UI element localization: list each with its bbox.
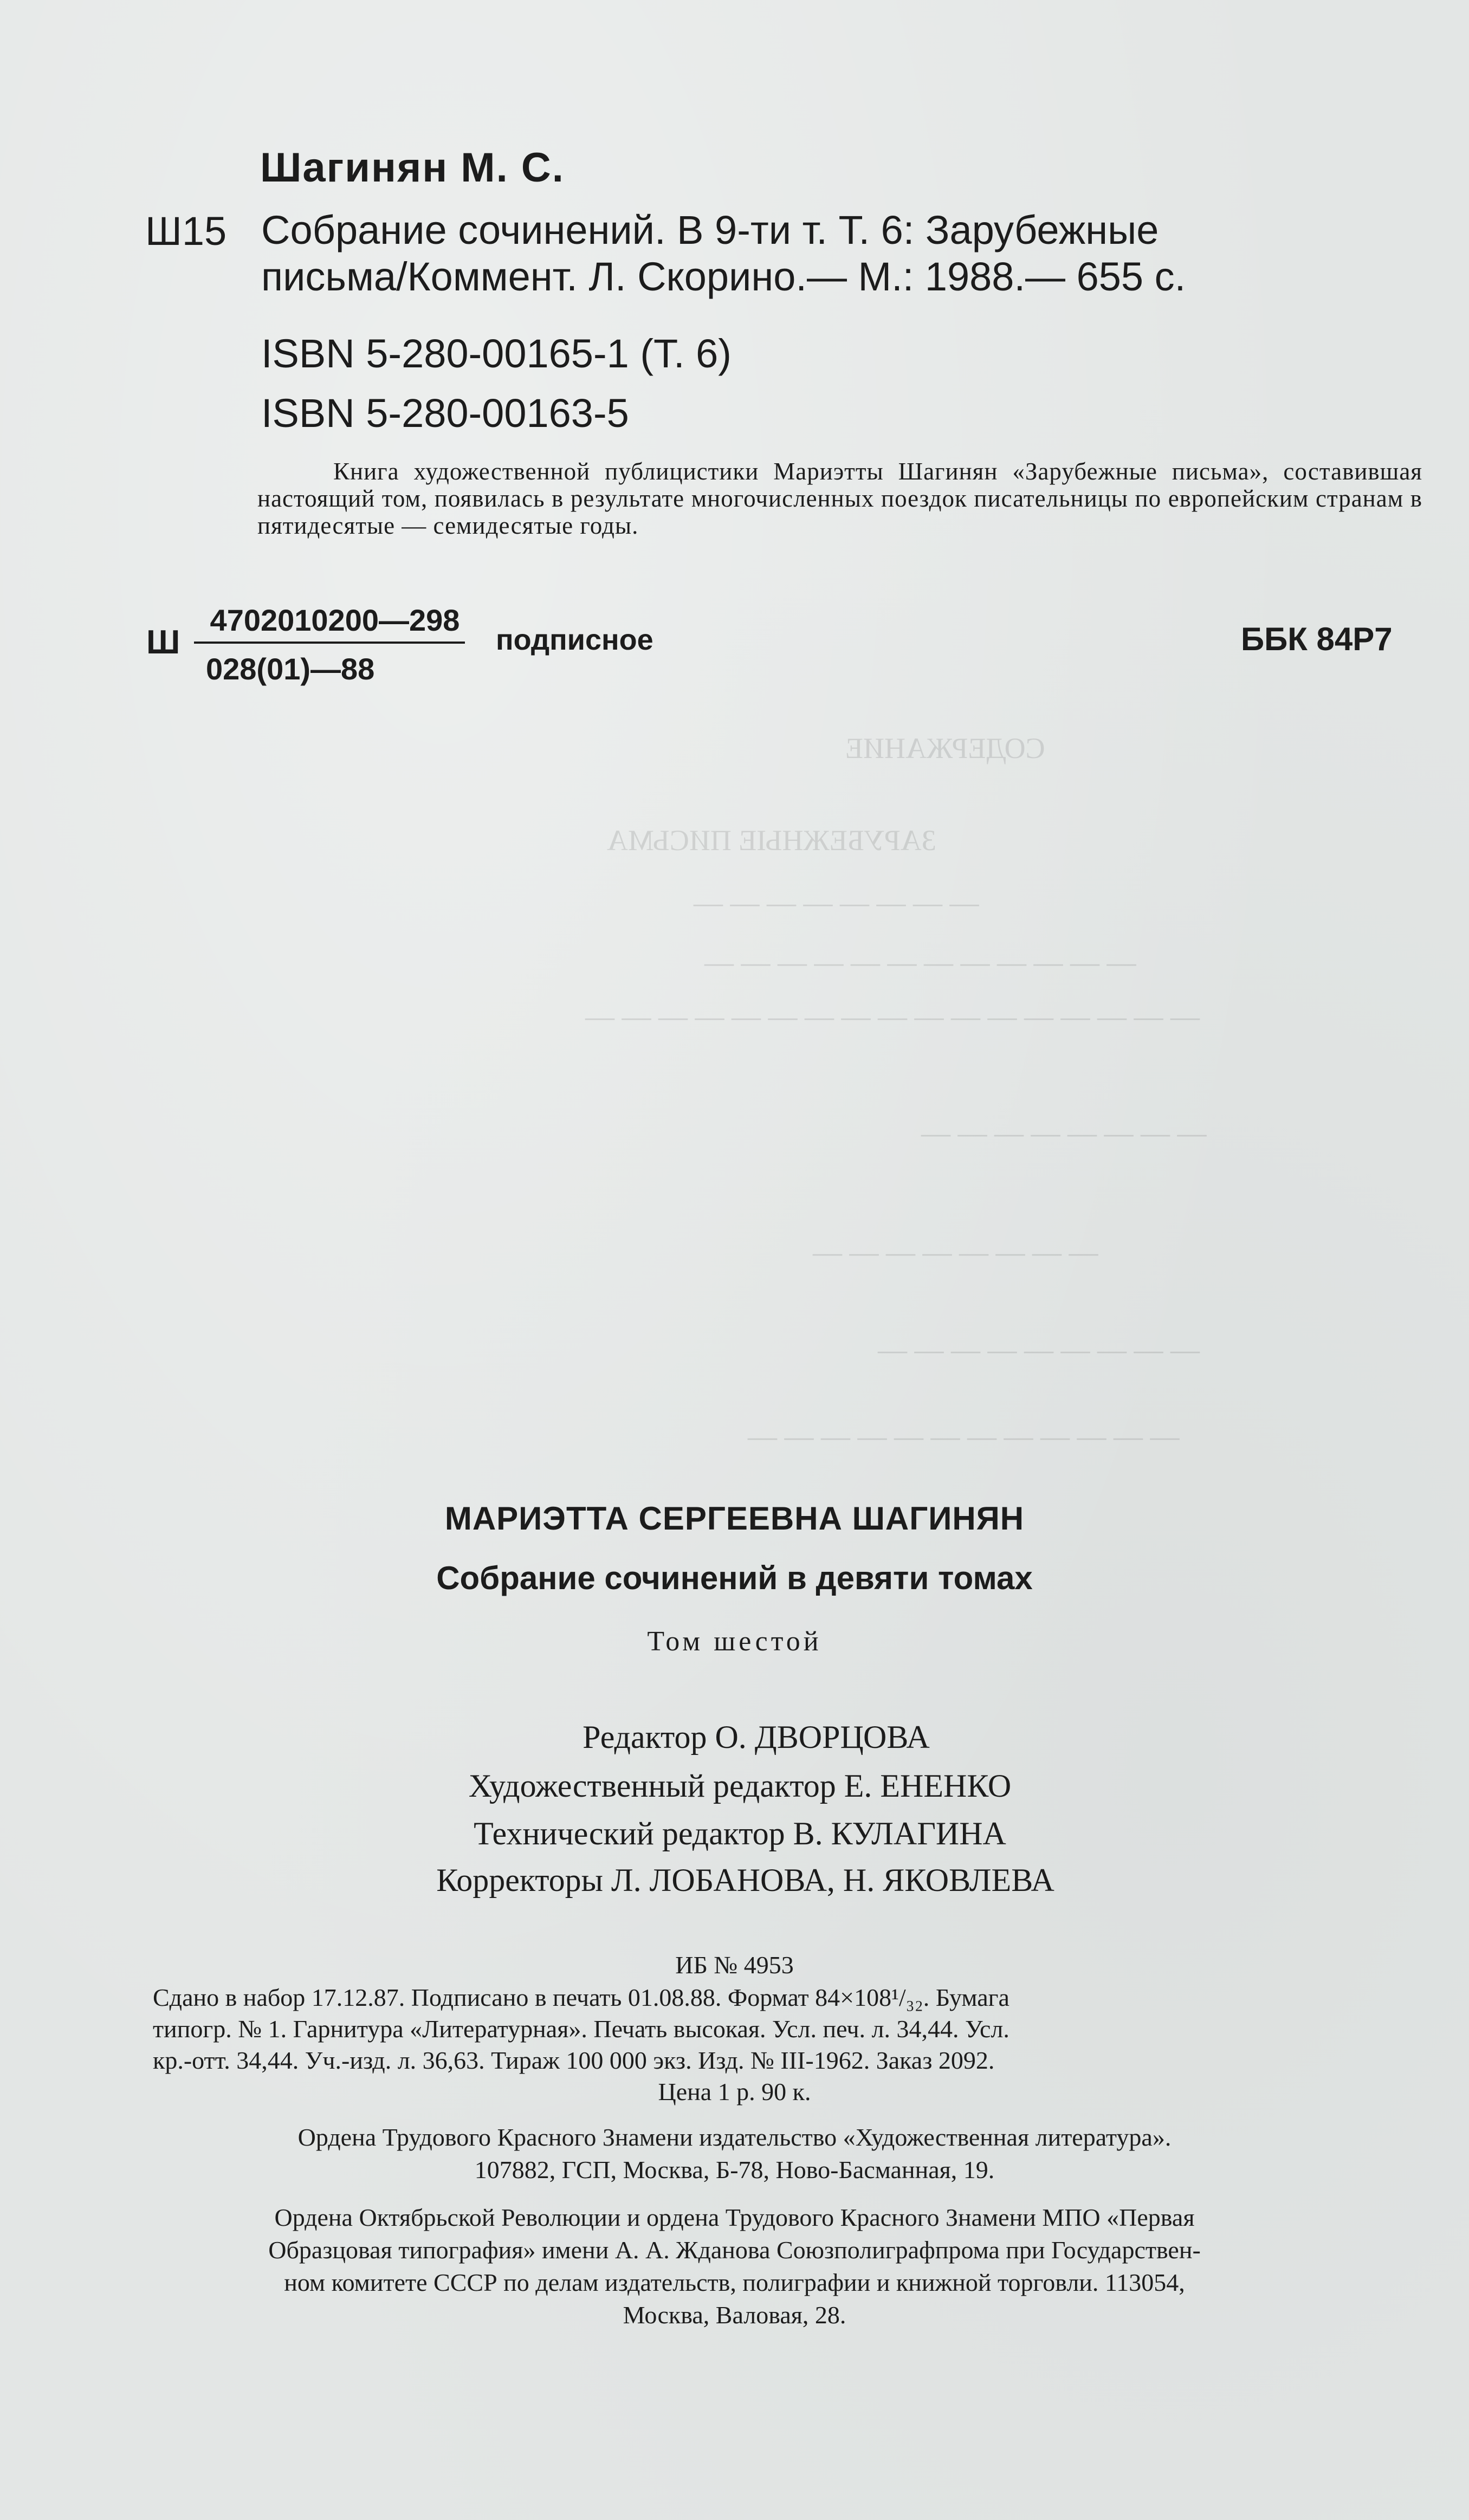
proofreaders-credit: Корректоры Л. ЛОБАНОВА, Н. ЯКОВЛЕВА [436, 1862, 1054, 1898]
show-through-text: — — — — — — — — [813, 1236, 1098, 1268]
printer-line: Образцовая типография» имени А. А. Жданова Союзполиграфпрома при Государствен- [268, 2236, 1201, 2264]
classification-denominator: 028(01)—88 [206, 652, 375, 686]
bibliographic-description-line: Собрание сочинений. В 9-ти т. Т. 6: Зарубежные [261, 208, 1159, 252]
price: Цена 1 р. 90 к. [658, 2078, 811, 2106]
editor-credit: Редактор О. ДВОРЦОВА [583, 1719, 930, 1755]
show-through-text: СОДЕРЖАНИЕ [845, 732, 1045, 765]
print-specs-line: типогр. № 1. Гарнитура «Литературная». Печать высокая. Усл. печ. л. 34,44. Усл. [153, 2015, 1009, 2043]
fraction-divider [194, 642, 465, 644]
show-through-text: — — — — — — — — [694, 886, 979, 919]
isbn-volume: ISBN 5-280-00165-1 (Т. 6) [261, 331, 732, 376]
classification-letter: Ш [146, 624, 180, 661]
volume-label: Том шестой [647, 1626, 822, 1657]
printer-line: ном комитете СССР по делам издательств, полиграфии и книжной торговли. 113054, [284, 2269, 1185, 2296]
art-editor-credit: Художественный редактор Е. ЕНЕНКО [468, 1768, 1012, 1804]
publisher-line: Ордена Трудового Красного Знамени издательство «Художественная литература». [297, 2123, 1172, 2151]
tech-editor-credit: Технический редактор В. КУЛАГИНА [474, 1816, 1006, 1851]
isbn-set: ISBN 5-280-00163-5 [261, 391, 629, 436]
show-through-text: — — — — — — — — — — — — [704, 946, 1136, 979]
bbk-code: ББК 84Р7 [1241, 621, 1393, 657]
author-name: Шагинян М. С. [260, 145, 565, 191]
ib-number: ИБ № 4953 [675, 1951, 794, 1979]
printer-address: Москва, Валовая, 28. [623, 2301, 846, 2329]
show-through-text: — — — — — — — — [921, 1117, 1207, 1149]
publisher-address: 107882, ГСП, Москва, Б-78, Ново-Басманная, 19. [474, 2156, 995, 2184]
author-full-name: МАРИЭТТА СЕРГЕЕВНА ШАГИНЯН [444, 1500, 1025, 1537]
bibliographic-description-line: письма/Коммент. Л. Скорино.— М.: 1988.— 655 с. [261, 254, 1186, 299]
print-specs-line: Сдано в набор 17.12.87. Подписано в печать 01.08.88. Формат 84×108¹/₃₂. Бумага [153, 1984, 1009, 2011]
show-through-text: — — — — — — — — — — — — [748, 1420, 1180, 1453]
show-through-text: — — — — — — — — — — — — — — — — — [585, 1000, 1200, 1033]
show-through-text: — — — — — — — — — [878, 1333, 1200, 1366]
print-specs-line: кр.-отт. 34,44. Уч.-изд. л. 36,63. Тираж 100 000 экз. Изд. № III-1962. Заказ 2092. [153, 2046, 995, 2074]
series-title: Собрание сочинений в девяти томах [436, 1560, 1033, 1596]
printer-line: Ордена Октябрьской Революции и ордена Трудового Красного Знамени МПО «Первая [274, 2204, 1195, 2231]
subscription-label: подписное [496, 624, 653, 656]
classification-numerator: 4702010200—298 [210, 603, 460, 637]
show-through-text: ЗАРУБЕЖНЫЕ ПИСЬМА [607, 824, 936, 857]
annotation-paragraph: Книга художественной публицистики Мариэтты Шагинян «Зарубежные письма», составившая настоящий том, появилась в результате многочисленных поездок писательницы по европейским странам в пятидесятые — семидесятые годы. [257, 458, 1422, 539]
author-code: Ш15 [145, 209, 227, 254]
